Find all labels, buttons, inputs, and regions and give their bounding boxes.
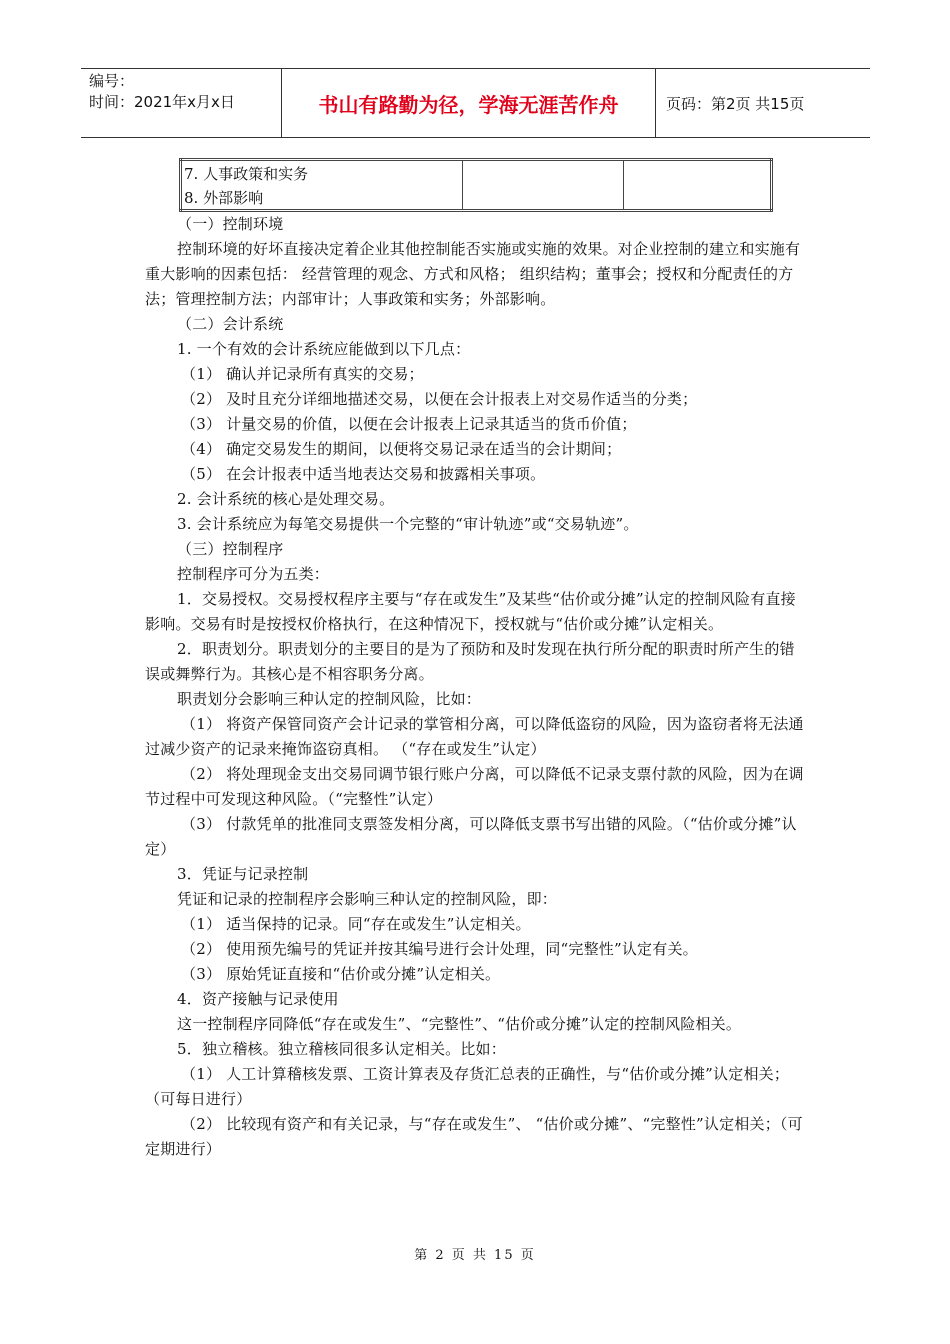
list-item: （1） 人工计算稽核发票、工资计算表及存货汇总表的正确性，与“估价或分摊”认定相关；（可每日进行） [145,1065,790,1108]
list-item: （2） 比较现有资产和有关记录，与“存在或发生”、 “估价或分摊”、“完整性”认定相关；（可定期进行） [145,1115,803,1158]
paragraph: 3．凭证与记录控制 [177,865,309,883]
list-item: （2） 及时且充分详细地描述交易，以便在会计报表上对交易作适当的分类； [181,390,698,408]
list-item: （3） 原始凭证直接和“估价或分摊”认定相关。 [181,965,501,983]
list-item: （1） 将资产保管同资产会计记录的掌管相分离，可以降低盗窃的风险，因为盗窃者将无法通过减少资产的记录来掩饰盗窃真相。 （“存在或发生”认定） [145,715,804,758]
list-item: （3） 计量交易的价值，以便在会计报表上记录其适当的货币价值； [181,415,637,433]
list-item: （1） 确认并记录所有真实的交易； [181,365,424,383]
document-date: 时间：2021年x月x日 [89,93,235,111]
header-meta [81,69,282,137]
paragraph: 3. 会计系统应为每笔交易提供一个完整的“审计轨迹”或“交易轨迹”。 [177,515,639,533]
paragraph: 2．职责划分。职责划分的主要目的是为了预防和及时发现在执行所分配的职责时所产生的错误或舞弊行为。其核心是不相容职务分离。 [145,640,795,683]
paragraph: 控制环境的好坏直接决定着企业其他控制能否实施或实施的效果。对企业控制的建立和实施有重大影响的因素包括： 经营管理的观念、方式和风格； 组织结构；董事会；授权和分配责任的方法；管理控制方法；内部审计；人事政策和实务；外部影响。 [145,240,801,308]
paragraph: 这一控制程序同降低“存在或发生”、“完整性”、“估价或分摊”认定的控制风险相关。 [177,1015,742,1033]
list-item: （4） 确定交易发生的期间，以便将交易记录在适当的会计期间； [181,440,622,458]
paragraph: 1．交易授权。交易授权程序主要与“存在或发生”及某些“估价或分摊”认定的控制风险有直接影响。交易有时是按授权价格执行，在这种情况下，授权就与“估价或分摊”认定相关。 [145,590,796,633]
table-cell-empty [463,160,624,211]
paragraph: 凭证和记录的控制程序会影响三种认定的控制风险，即： [177,890,558,908]
list-item: （2） 将处理现金支出交易同调节银行账户分离，可以降低不记录支票付款的风险，因为在调节过程中可发现这种风险。（“完整性”认定） [145,765,804,808]
page-footer: 第 2 页 共 15 页 [414,1248,536,1263]
paragraph: 2. 会计系统的核心是处理交易。 [177,490,395,508]
paragraph: 控制程序可分为五类： [177,565,330,583]
list-item: （1） 适当保持的记录。同“存在或发生”认定相关。 [181,915,531,933]
section-heading: （二）会计系统 [177,315,284,333]
paragraph: 职责划分会影响三种认定的控制风险，比如： [177,690,482,708]
document-number: 编号： [89,72,135,90]
section-heading: （一）控制环境 [177,215,284,233]
header-motto: 书山有路勤为径，学海无涯苦作舟 [282,69,656,137]
paragraph: 4．资产接触与记录使用 [177,990,339,1008]
table-row [181,160,772,186]
list-item: （3） 付款凭单的批准同支票签发相分离，可以降低支票书写出错的风险。（“估价或分摊”认定） [145,815,797,858]
table-cell-empty [624,160,772,211]
body-text [145,212,809,1162]
table-cell: 7. 人事政策和实务 [181,160,463,186]
table-cell: 8. 外部影响 [181,185,463,211]
section-heading: （三）控制程序 [177,540,284,558]
paragraph: 5．独立稽核。独立稽核同很多认定相关。比如： [177,1040,506,1058]
factor-table [179,158,773,212]
header-page-number: 页码：第2页 共15页 [666,94,805,113]
list-item: （2） 使用预先编号的凭证并按其编号进行会计处理，同“完整性”认定有关。 [181,940,698,958]
paragraph: 1. 一个有效的会计系统应能做到以下几点： [177,340,471,358]
page-header [81,68,870,138]
list-item: （5） 在会计报表中适当地表达交易和披露相关事项。 [181,465,546,483]
